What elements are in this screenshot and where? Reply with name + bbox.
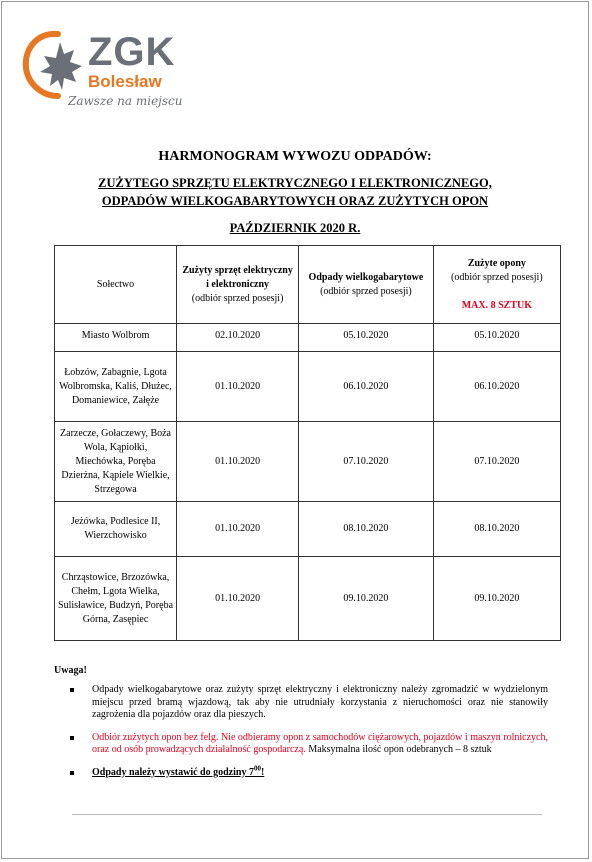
logo-town: Bolesław [88,72,162,91]
list-item [70,684,548,722]
table-row [55,352,561,422]
schedule-table [54,245,561,641]
subtitle-line-1: ZUŻYTEGO SPRZĘTU ELEKTRYCZNEGO I ELEKTRONICZNEGO, [98,176,492,190]
date-tires: 08.10.2020 [433,502,560,557]
area-cell: Łobzów, Zabagnie, Lgota Wolbromska, Kaliś, Dłużec, Domaniewice, Załęże [55,352,177,422]
table-row [55,324,561,352]
list-item [70,732,548,757]
maple-leaf-logo-icon [20,24,90,104]
list-item [70,764,548,780]
area-cell: Zarzecze, Gołaczewy, Boża Wola, Kąpiołki, Miechówka, Poręba Dzierżna, Kąpiele Wielkie, Strzegowa [55,422,177,502]
date-bulky: 07.10.2020 [299,422,434,502]
bullet-icon [70,771,74,775]
note-text: Maksymalna ilość opon odebranych – 8 sztuk [305,744,492,755]
date-bulky: 06.10.2020 [299,352,434,422]
date-tires: 07.10.2020 [433,422,560,502]
document-subtitle [0,174,590,210]
date-electronics: 01.10.2020 [177,502,299,557]
header-electronics: Zużyty sprzęt elektryczny i elektroniczny (odbiór sprzed posesji) [177,246,299,324]
area-cell: Jeżówka, Podlesice II, Wierzchowisko [55,502,177,557]
table-row [55,422,561,502]
subtitle-line-2: ODPADÓW WIELKOGABARYTOWYCH ORAZ ZUŻYTYCH OPON [101,194,489,208]
date-bulky: 09.10.2020 [299,557,434,641]
date-bulky: 05.10.2020 [299,324,434,352]
notes-heading: Uwaga! [54,665,87,676]
note-text-end: ! [260,766,265,778]
date-electronics: 02.10.2020 [177,324,299,352]
note-superscript: 00 [253,764,261,773]
date-electronics: 01.10.2020 [177,352,299,422]
schedule-month: PAŹDZIERNIK 2020 R. [229,221,361,235]
area-cell: Chrząstowice, Brzozówka, Chełm, Lgota Wielka, Sulisławice, Budzyń, Poręba Górna, Zasępiec [55,557,177,641]
table-header-row [55,246,561,324]
note-text: Odpady wielkogabarytowe oraz zużyty sprzęt elektryczny i elektroniczny należy zgromadzić w wydzielonym miejscu przed bramą wjazdową, tak aby nie utrudniały korzystania z nieruchomości oraz nie stanowiły zagrożenia dla pojazdów oraz dla pieszych. [92,684,548,720]
bullet-icon [70,688,74,692]
note-text-red: Odbiór zużytych opon bez felg. Nie odbieramy opon z samochodów ciężarowych, pojazdów i maszyn rolniczych, oraz od osób prowadzących działalność gospodarczą. [92,731,548,755]
date-bulky: 08.10.2020 [299,502,434,557]
header-area: Sołectwo [55,246,177,324]
date-tires: 09.10.2020 [433,557,560,641]
date-tires: 06.10.2020 [433,352,560,422]
document-title: HARMONOGRAM WYWOZU ODPADÓW: [158,149,432,164]
table-row [55,557,561,641]
zgk-logo [20,24,190,114]
header-bulky: Odpady wielkogabarytowe (odbiór sprzed posesji) [299,246,434,324]
area-cell: Miasto Wolbrom [55,324,177,352]
header-tires: Zużyte opony (odbiór sprzed posesji) MAX. 8 SZTUK [433,246,560,324]
table-row [55,502,561,557]
logo-title: ZGK [88,30,176,74]
footer-divider [72,814,542,815]
date-electronics: 01.10.2020 [177,557,299,641]
date-electronics: 01.10.2020 [177,422,299,502]
date-tires: 05.10.2020 [433,324,560,352]
bullet-icon [70,736,74,740]
notes-list [70,684,548,789]
logo-motto: Zawsze na miejscu [68,94,183,108]
note-text: Odpady należy wystawić do godziny 7 [92,766,254,778]
